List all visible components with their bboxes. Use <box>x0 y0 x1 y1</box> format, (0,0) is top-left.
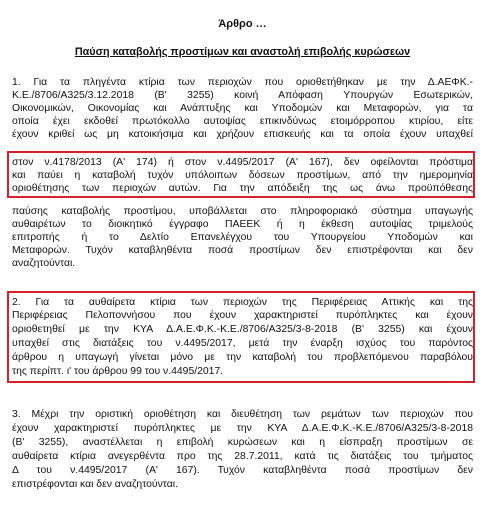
article-subtitle: Παύση καταβολής προστίμων και αναστολή επιβολής κυρώσεων <box>74 46 411 58</box>
paragraph-line: έχουν χαρακτηριστεί πυρόπληκτες με την ΚΥΑ Δ.Α.Ε.Φ.Κ.-Κ.Ε./8706/Α325/3-8-2018 <box>12 423 473 434</box>
highlight-box <box>7 151 475 198</box>
paragraph-line: Περιφέρειας Πελοποννήσου που έχουν χαρακτηριστεί πυρόπληκτες και έχουν <box>12 310 473 321</box>
paragraph-line: Μεταφορών. Τυχόν καταβληθέντα ποσά προστίμων δεν επιστρέφονται και δεν <box>12 245 473 256</box>
paragraph-line: οποία έχει εκδοθεί πρωτόκολλο αυτοψίας επικινδύνως ετοιμόρροπου κτιρίου, είτε <box>12 116 473 127</box>
paragraph-line: Οικονομικών, Οικονομίας και Ανάπτυξης και Υποδομών και Μεταφορών, για τα <box>12 103 473 114</box>
paragraph-line: άρθρου η υπαγωγή γίνεται μόνο με την καταβολή του προβλεπόμενου παραβόλου <box>12 352 473 363</box>
paragraph-line: στον ν.4178/2013 (Α' 174) ή στον ν.4495/2017 (Α' 167), δεν οφείλονται πρόστιμα <box>12 157 473 168</box>
highlight-box <box>7 291 475 383</box>
paragraph-line: αυθαιρέτων το διοικητικό έγγραφο ΠΑΕΕΚ ή η έκθεση αυτοψίας τριμελούς <box>12 219 473 230</box>
paragraph-line: (Β' 3255), αναστέλλεται η επιβολή κυρώσεων και η είσπραξη προστίμων σε <box>12 437 473 448</box>
paragraph-line: οριοθετηθεί με την ΚΥΑ Δ.Α.Ε.Φ.Κ.-Κ.Ε./8706/Α325/3-8-2018 (Β' 3255) και έχουν <box>12 324 473 335</box>
paragraph-line: υπαχθεί στις διατάξεις του ν.4495/2017, μετά την έναρξη ισχύος του παρόντος <box>12 338 473 349</box>
paragraph-line: 3. Μέχρι την οριστική οριοθέτηση και διευθέτηση των ρεμάτων των περιοχών που <box>12 409 473 420</box>
paragraph-line: Κ.Ε./8706/Α325/3.12.2018 (Β' 3255) κοινή Απόφαση Υπουργών Εσωτερικών, <box>12 90 473 101</box>
paragraph-line: έχουν κριθεί ως μη κατοικήσιμα και χρήζουν επισκευής και τα οποία έχουν υπαχθεί <box>12 129 473 140</box>
paragraph-line: 2. Για τα αυθαίρετα κτίρια των περιοχών της Περιφέρειας Αττικής και της <box>12 297 473 308</box>
paragraph-line: και παύει η καταβολή τυχόν υπόλοιπων δόσεων προστίμων, από την ημερομηνία <box>12 170 473 181</box>
article-title: Άρθρο … <box>218 18 267 30</box>
paragraph-line: της περίπτ. ι' του άρθρου 99 του ν.4495/2017. <box>12 366 224 377</box>
paragraph-line: αναζητούνται. <box>12 258 76 269</box>
paragraph-line: 1. Για τα πληγέντα κτίρια των περιοχών που οριοθετήθηκαν με την Δ.ΑΕΦΚ.- <box>12 77 473 88</box>
paragraph-line: οριοθέτησης των περιοχών αυτών. Για την απόδειξη της ως άνω προϋπόθεσης <box>12 183 473 194</box>
paragraph-line: Δ του ν.4495/2017 (Α' 167). Τυχόν καταβληθέντα ποσά προστίμων δεν <box>12 465 473 476</box>
paragraph-line: επιστρέφονται και δεν αναζητούνται. <box>12 479 178 490</box>
paragraph-line: αυθαίρετα κτίρια ανεγερθέντα προ της 28.7.2011, κατά τις διατάξεις του τμήματος <box>12 451 473 462</box>
paragraph-line: επιτροπής ή το Δελτίο Επανελέγχου του Υπουργείου Υποδομών και <box>12 232 473 243</box>
paragraph-line: παύσης καταβολής προστίμου, υποβάλλεται στο πληροφοριακό σύστημα υπαγωγής <box>12 206 473 217</box>
